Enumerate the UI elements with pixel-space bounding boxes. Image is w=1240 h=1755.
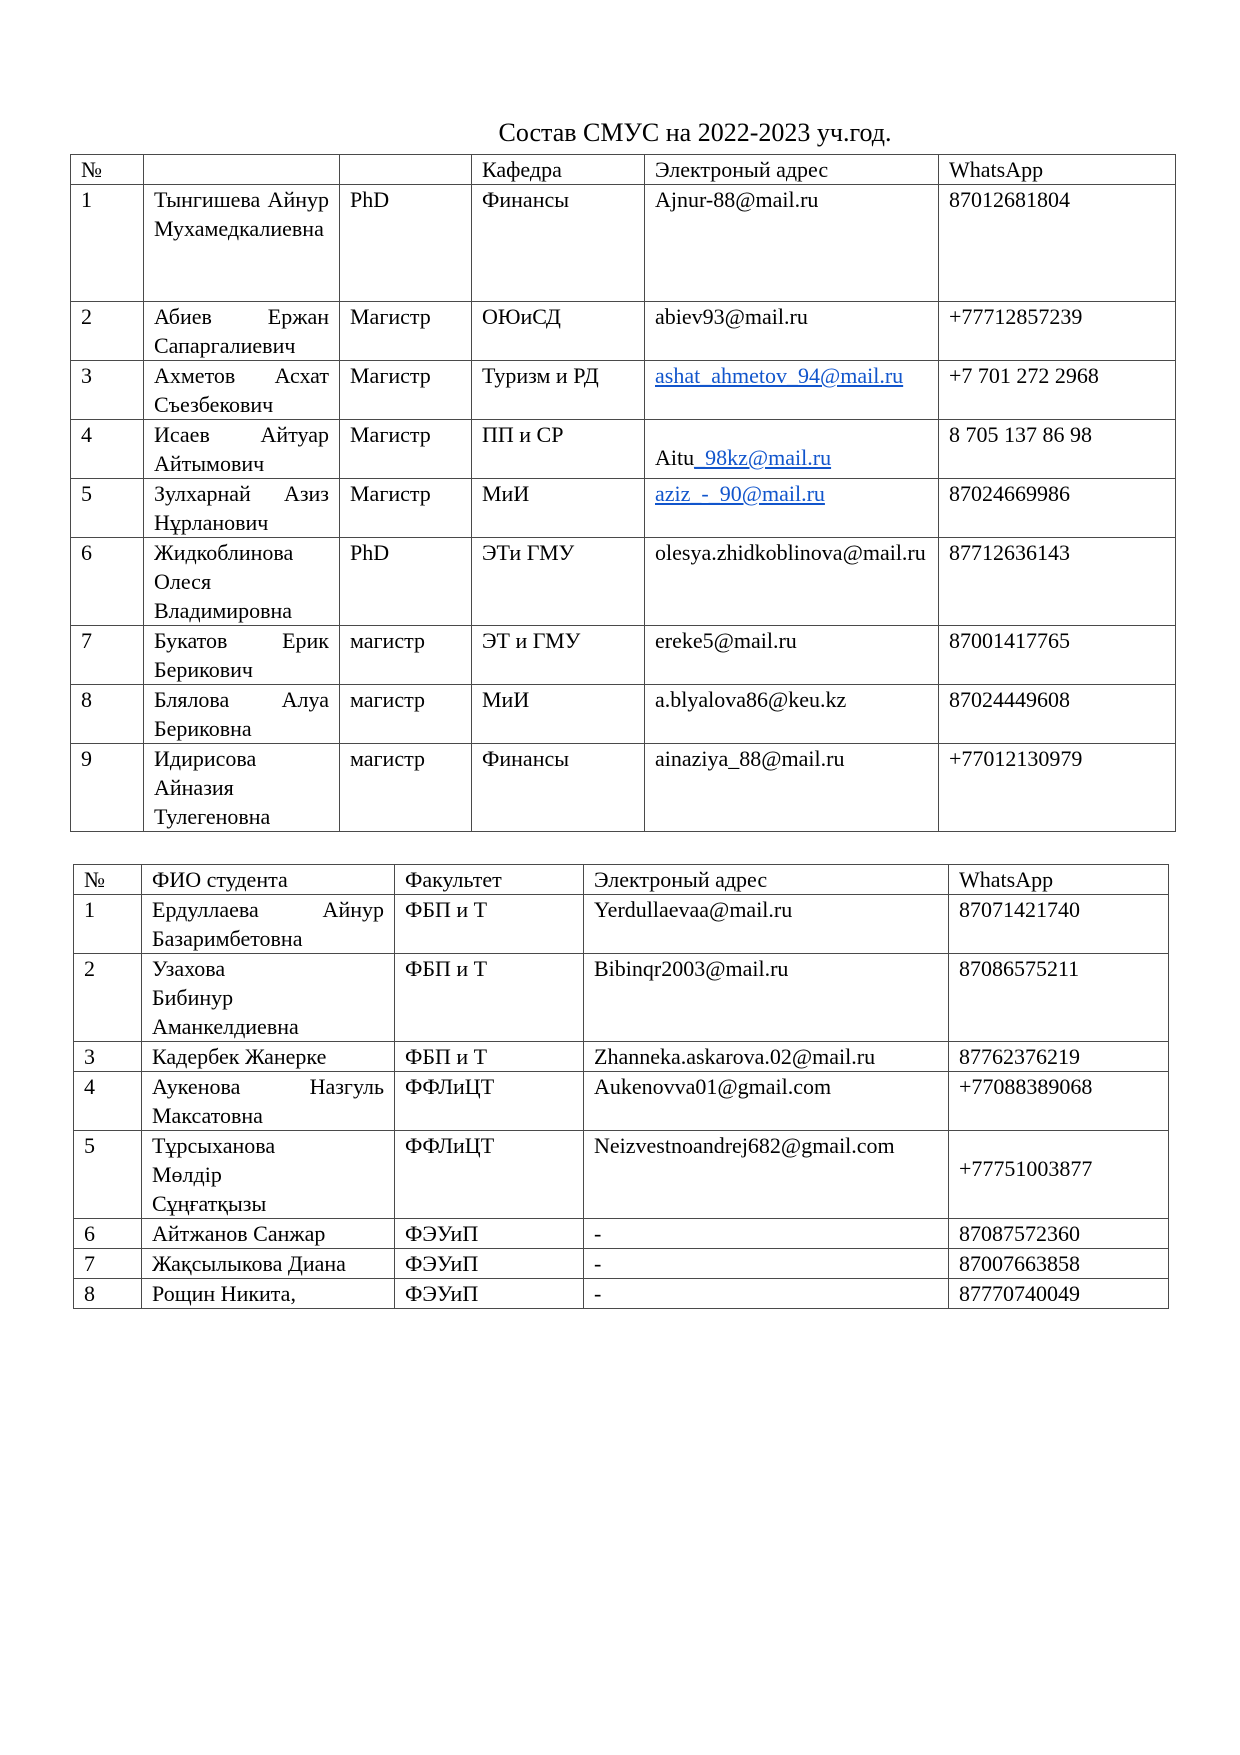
row-number: 8 bbox=[74, 1279, 142, 1309]
academic-degree: магистр bbox=[340, 685, 472, 744]
row-number: 3 bbox=[71, 361, 144, 420]
table-row bbox=[71, 361, 1176, 420]
whatsapp-number: 87024669986 bbox=[939, 479, 1176, 538]
email-address: ainaziya_88@mail.ru bbox=[645, 744, 939, 832]
table-header-row bbox=[74, 865, 1169, 895]
whatsapp-number: +77751003877 bbox=[959, 1156, 1093, 1181]
person-name: Жидкоблинова Олеся Владимировна bbox=[144, 538, 340, 626]
row-number: 5 bbox=[74, 1131, 142, 1219]
department: МиИ bbox=[472, 685, 645, 744]
email-cell bbox=[645, 479, 939, 538]
table-header-row bbox=[71, 155, 1176, 185]
table-row bbox=[74, 1279, 1169, 1309]
header-cell-department: Кафедра bbox=[472, 155, 645, 185]
person-name: Исаев Айтуар Айтымович bbox=[144, 420, 340, 479]
email-address: - bbox=[584, 1219, 949, 1249]
header-cell-num: № bbox=[71, 155, 144, 185]
faculty: ФЭУиП bbox=[395, 1219, 584, 1249]
empty-line bbox=[655, 420, 928, 443]
student-table bbox=[73, 864, 1169, 1309]
person-name: Букатов Ерик Берикович bbox=[144, 626, 340, 685]
row-number: 2 bbox=[74, 954, 142, 1042]
faculty: ФБП и Т bbox=[395, 954, 584, 1042]
header-cell-email: Электроный адрес bbox=[645, 155, 939, 185]
row-number: 1 bbox=[71, 185, 144, 302]
email-prefix: Aitu bbox=[655, 445, 695, 470]
email-address: a.blyalova86@keu.kz bbox=[645, 685, 939, 744]
email-link[interactable]: ashat_ahmetov_94@mail.ru bbox=[655, 363, 904, 388]
department: Туризм и РД bbox=[472, 361, 645, 420]
table-row bbox=[74, 1219, 1169, 1249]
whatsapp-number: 87762376219 bbox=[949, 1042, 1169, 1072]
faculty: ФБП и Т bbox=[395, 1042, 584, 1072]
header-cell-degree bbox=[340, 155, 472, 185]
table-row bbox=[74, 1249, 1169, 1279]
academic-degree: Магистр bbox=[340, 420, 472, 479]
email-link[interactable]: _98kz@mail.ru bbox=[694, 445, 832, 470]
whatsapp-number: +77088389068 bbox=[949, 1072, 1169, 1131]
department: Финансы bbox=[472, 185, 645, 302]
row-number: 6 bbox=[71, 538, 144, 626]
whatsapp-number: 87024449608 bbox=[939, 685, 1176, 744]
table-row bbox=[71, 685, 1176, 744]
academic-degree: PhD bbox=[340, 538, 472, 626]
header-cell-name bbox=[144, 155, 340, 185]
table-row bbox=[74, 1131, 1169, 1219]
person-name: Идирисова Айназия Тулегеновна bbox=[144, 744, 340, 832]
table-row bbox=[74, 954, 1169, 1042]
table-row bbox=[71, 744, 1176, 832]
whatsapp-number: +77712857239 bbox=[939, 302, 1176, 361]
email-cell bbox=[645, 361, 939, 420]
student-name: Жақсылыкова Диана bbox=[142, 1249, 395, 1279]
academic-degree: PhD bbox=[340, 185, 472, 302]
table-row bbox=[71, 538, 1176, 626]
whatsapp-number: +7 701 272 2968 bbox=[939, 361, 1176, 420]
faculty: ФЭУиП bbox=[395, 1249, 584, 1279]
faculty: ФЭУиП bbox=[395, 1279, 584, 1309]
email-address: ereke5@mail.ru bbox=[645, 626, 939, 685]
academic-degree: магистр bbox=[340, 744, 472, 832]
whatsapp-number: 87012681804 bbox=[939, 185, 1176, 302]
student-name: Рощин Никита, bbox=[142, 1279, 395, 1309]
academic-degree: Магистр bbox=[340, 361, 472, 420]
whatsapp-number: 87770740049 bbox=[949, 1279, 1169, 1309]
row-number: 7 bbox=[74, 1249, 142, 1279]
row-number: 8 bbox=[71, 685, 144, 744]
email-cell bbox=[645, 420, 939, 479]
table-row bbox=[71, 185, 1176, 302]
faculty: ФБП и Т bbox=[395, 895, 584, 954]
faculty: ФФЛиЦТ bbox=[395, 1131, 584, 1219]
department: Финансы bbox=[472, 744, 645, 832]
student-name: Узахова Бибинур Аманкелдиевна bbox=[142, 954, 395, 1042]
row-number: 3 bbox=[74, 1042, 142, 1072]
whatsapp-number: 87007663858 bbox=[949, 1249, 1169, 1279]
department: ОЮиСД bbox=[472, 302, 645, 361]
student-name: Аукенова Назгуль Максатовна bbox=[142, 1072, 395, 1131]
whatsapp-number: 87086575211 bbox=[949, 954, 1169, 1042]
table-row bbox=[71, 479, 1176, 538]
whatsapp-number: 87712636143 bbox=[939, 538, 1176, 626]
header-cell-student-name: ФИО студента bbox=[142, 865, 395, 895]
department: МиИ bbox=[472, 479, 645, 538]
student-name: Айтжанов Санжар bbox=[142, 1219, 395, 1249]
whatsapp-cell bbox=[949, 1131, 1169, 1219]
table-row bbox=[74, 1072, 1169, 1131]
header-cell-whatsapp: WhatsApp bbox=[939, 155, 1176, 185]
row-number: 2 bbox=[71, 302, 144, 361]
email-address: - bbox=[584, 1249, 949, 1279]
academic-degree: магистр bbox=[340, 626, 472, 685]
person-name: Тынгишева Айнур Мухамедкалиевна bbox=[144, 185, 340, 302]
faculty: ФФЛиЦТ bbox=[395, 1072, 584, 1131]
table-row bbox=[74, 1042, 1169, 1072]
email-address: Aukenovva01@gmail.com bbox=[584, 1072, 949, 1131]
table-row bbox=[71, 626, 1176, 685]
whatsapp-number: +77012130979 bbox=[939, 744, 1176, 832]
row-number: 1 bbox=[74, 895, 142, 954]
whatsapp-number: 87071421740 bbox=[949, 895, 1169, 954]
email-address: Yerdullaevaa@mail.ru bbox=[584, 895, 949, 954]
whatsapp-number: 87001417765 bbox=[939, 626, 1176, 685]
person-name: Абиев Ержан Сапаргалиевич bbox=[144, 302, 340, 361]
header-cell-whatsapp: WhatsApp bbox=[949, 865, 1169, 895]
whatsapp-number: 8 705 137 86 98 bbox=[939, 420, 1176, 479]
person-name: Блялова Алуа Бериковна bbox=[144, 685, 340, 744]
row-number: 4 bbox=[71, 420, 144, 479]
academic-degree: Магистр bbox=[340, 479, 472, 538]
empty-line bbox=[959, 1131, 1158, 1154]
department: ЭТ и ГМУ bbox=[472, 626, 645, 685]
header-cell-faculty: Факультет bbox=[395, 865, 584, 895]
staff-table bbox=[70, 154, 1176, 832]
email-address: olesya.zhidkoblinova@mail.ru bbox=[645, 538, 939, 626]
header-cell-num: № bbox=[74, 865, 142, 895]
table-row bbox=[71, 420, 1176, 479]
student-name: Кадербек Жанерке bbox=[142, 1042, 395, 1072]
header-cell-email: Электроный адрес bbox=[584, 865, 949, 895]
student-name: Ердуллаева Айнур Базаримбетовна bbox=[142, 895, 395, 954]
row-number: 7 bbox=[71, 626, 144, 685]
email-address: Zhanneka.askarova.02@mail.ru bbox=[584, 1042, 949, 1072]
academic-degree: Магистр bbox=[340, 302, 472, 361]
student-name: Тұрсыханова Мөлдір Сұңғатқызы bbox=[142, 1131, 395, 1219]
email-address: Neizvestnoandrej682@gmail.com bbox=[584, 1131, 949, 1219]
email-address: - bbox=[584, 1279, 949, 1309]
table-row bbox=[74, 895, 1169, 954]
whatsapp-number: 87087572360 bbox=[949, 1219, 1169, 1249]
row-number: 4 bbox=[74, 1072, 142, 1131]
row-number: 5 bbox=[71, 479, 144, 538]
email-address: Ajnur-88@mail.ru bbox=[645, 185, 939, 302]
email-link[interactable]: aziz_-_90@mail.ru bbox=[655, 481, 825, 506]
page-title: Состав СМУС на 2022-2023 уч.год. bbox=[498, 118, 892, 147]
table-row bbox=[71, 302, 1176, 361]
email-address: Bibinqr2003@mail.ru bbox=[584, 954, 949, 1042]
email-address: abiev93@mail.ru bbox=[645, 302, 939, 361]
person-name: Зулхарнай Азиз Нұрланович bbox=[144, 479, 340, 538]
row-number: 9 bbox=[71, 744, 144, 832]
department: ПП и СР bbox=[472, 420, 645, 479]
row-number: 6 bbox=[74, 1219, 142, 1249]
person-name: Ахметов Асхат Съезбекович bbox=[144, 361, 340, 420]
department: ЭТи ГМУ bbox=[472, 538, 645, 626]
